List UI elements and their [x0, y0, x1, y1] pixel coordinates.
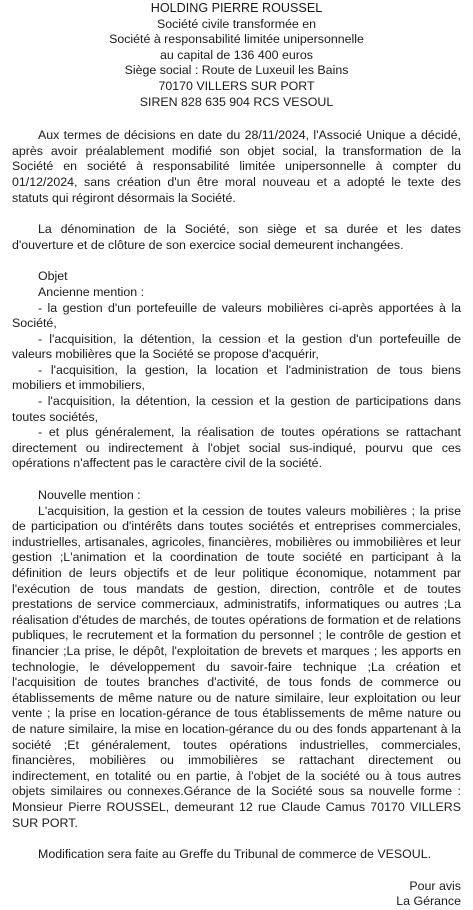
ancienne-mention-heading: Ancienne mention :	[38, 284, 145, 299]
spacer	[12, 831, 461, 847]
ancienne-mention-item: - l'acquisition, la détention, la cession et la gestion de participations dans toutes sociétés,	[12, 394, 461, 424]
company-form-new: Société à responsabilité limitée unipersonnelle	[109, 32, 364, 47]
ancienne-mention-list	[12, 301, 461, 473]
ancienne-mention-item: - l'acquisition, la détention, la cession et la gestion d'un portefeuille de valeurs mobilières que la Société se propose d'acquérir,	[12, 331, 461, 362]
company-siren: SIREN 828 635 904 RCS VESOUL	[139, 94, 334, 109]
spacer	[12, 206, 461, 222]
company-form-line: Société civile transformée en	[156, 16, 317, 31]
modification-paragraph: Modification sera faite au Greffe du Tribunal de commerce de VESOUL.	[38, 847, 432, 862]
signature-gerance: La Gérance	[396, 894, 461, 909]
company-city: 70170 VILLERS SUR PORT	[158, 78, 315, 93]
company-capital: au capital de 136 400 euros	[160, 47, 313, 62]
ancienne-mention-item: - la gestion d'un portefeuille de valeurs mobilières ci-après apportées à la Société,	[12, 300, 461, 331]
company-name: HOLDING PIERRE ROUSSEL	[150, 1, 323, 15]
ancienne-mention-item: - l'acquisition, la gestion, la location et l'administration de tous biens mobiliers et immobiliers,	[12, 362, 461, 393]
signature-pour-avis: Pour avis	[409, 878, 461, 893]
legal-notice	[12, 0, 461, 910]
company-head-office: Siège social : Route de Luxeuil les Bains	[124, 63, 349, 78]
signature-block	[12, 879, 461, 910]
nouvelle-mention-heading: Nouvelle mention :	[38, 488, 141, 503]
spacer	[12, 472, 461, 488]
nouvelle-mention-paragraph: L'acquisition, la gestion et la cession de toutes valeurs mobilières ; la prise de participation ou d'intérêts dans toutes sociétés et entreprises commerciales, industrielles, artisanales, agricoles, financières, mobilières ou immobilières et leur gestion ;L'animation et la coordination de toute société en participant à la définition de leurs objectifs et de leur politique économique, notamment par l'exécution de tous mandats de gestion, direction, contrôle et de toutes prestations de service commerciaux, administratifs, informatiques ou autres ;La réalisation d'études de marchés, de toutes opérations de formation et de relations publiques, le recrutement et la formation du personnel ; le contrôle de gestion et financier ;La prise, le dépôt, l'exploitation de brevets et marques ; les apports en technologie, le développement du savoir-faire technique ;La création et l'acquisition de toutes branches d'activité, de tous fonds de commerce ou établissements de même nature ou de nature similaire, leur exploitation ou leur vente ; la prise en location-gérance de tous établissements de même nature ou de nature similaire, la mise en location-gérance du ou des fonds appartenant à la société ;Et généralement, toutes opérations industrielles, commerciales, financières, mobilières ou immobilières se rattachant directement ou indirectement, en totalité ou en partie, à l'objet de la société ou à tous autres objets similaires ou connexes.Gérance de la Société sous sa nouvelle forme : Monsieur Pierre ROUSSEL, demeurant 12 rue Claude Camus 70170 VILLERS SUR PORT.	[12, 503, 461, 830]
objet-heading: Objet	[38, 269, 68, 284]
ancienne-mention-item: - et plus généralement, la réalisation de toutes opérations se rattachant directement ou indirectement à l'objet social sus-indiqué, pourvu que ces opérations n'affectent pas le caractère civil de la société.	[12, 425, 461, 471]
spacer	[12, 253, 461, 269]
decisions-paragraph: Aux termes de décisions en date du 28/11/2024, l'Associé Unique a décidé, après avoir préalablement modifié son objet social, la transformation de la Société en société à responsabilité limitée unipersonnelle à compter du 01/12/2024, sans création d'un être moral nouveau et a adopté le texte des statuts qui régiront désormais la Société.	[12, 128, 461, 205]
denomination-paragraph: La dénomination de la Société, son siège et sa durée et les dates d'ouverture et de clôture de son exercice social demeurent inchangées.	[12, 222, 461, 252]
notice-header	[12, 1, 461, 110]
